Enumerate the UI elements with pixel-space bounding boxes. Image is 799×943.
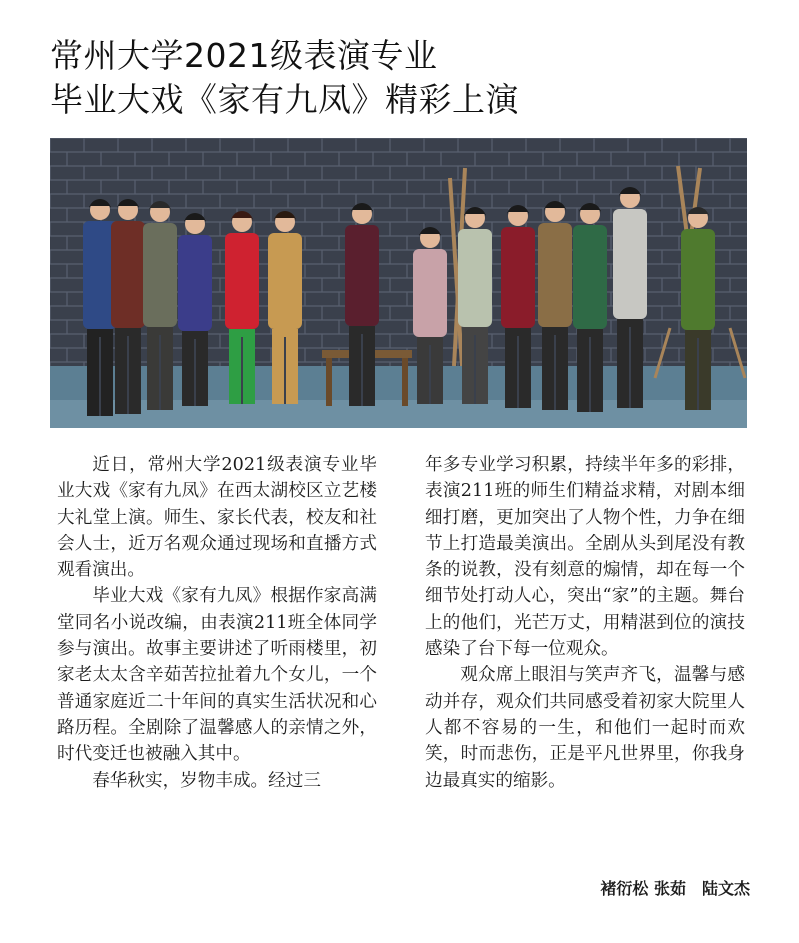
- performer: [458, 207, 492, 404]
- performer: [225, 211, 259, 404]
- headline-line-2: 毕业大戏《家有九凤》精彩上演: [50, 80, 519, 119]
- performer: [501, 205, 535, 408]
- paragraph-4: 观众席上眼泪与笑声齐飞，温馨与感动并存，观众们共同感受着初家大院里人人都不容易的一生，和他们一起时而欢笑，时而悲伤，正是平凡世界里，你我身边最真实的缩影。: [425, 665, 745, 791]
- paragraph-3-start: 春华秋实，岁物丰成。经过三: [92, 770, 321, 791]
- performer: [573, 203, 607, 412]
- stage-scene: [50, 138, 747, 428]
- article-column-right: [425, 452, 745, 794]
- performer: [613, 187, 647, 408]
- author-byline: 褚衍松 张茹 陆文杰: [600, 879, 750, 898]
- headline-line-1: 常州大学2021级表演专业: [50, 36, 438, 75]
- performer: [538, 201, 572, 410]
- headline: [50, 34, 750, 122]
- performer: [143, 201, 177, 410]
- performer: [111, 199, 145, 414]
- paragraph-3-continued: 年多专业学习积累，持续半年多的彩排，表演211班的师生们精益求精，对剧本细细打磨，更加突出了人物个性，力争在细节上打造最美演出。全剧从头到尾没有教条的说教，没有刻意的煽情，却在每一个细节处打动人心，突出“家”的主题。舞台上的他们，光芒万丈，用精湛到位的演技感染了台下每一位观众。: [425, 455, 745, 660]
- paragraph-2: 毕业大戏《家有九凤》根据作家高满堂同名小说改编，由表演211班全体同学参与演出。故事主要讲述了听雨楼里，初家老太太含辛茹苦拉扯着九个女儿，一个普通家庭近二十年间的真实生活状况和心路历程。全剧除了温馨感人的亲情之外，时代变迁也被融入其中。: [57, 586, 377, 765]
- paragraph-1: 近日，常州大学2021级表演专业毕业大戏《家有九凤》在西太湖校区立艺楼大礼堂上演。师生、家长代表，校友和社会人士，近万名观众通过现场和直播方式观看演出。: [57, 455, 377, 581]
- performer: [178, 213, 212, 406]
- performer: [268, 211, 302, 404]
- performer: [681, 207, 715, 410]
- article-column-left: [57, 452, 377, 794]
- performer: [345, 203, 379, 406]
- stage-photo: [50, 138, 747, 428]
- performer: [413, 227, 447, 404]
